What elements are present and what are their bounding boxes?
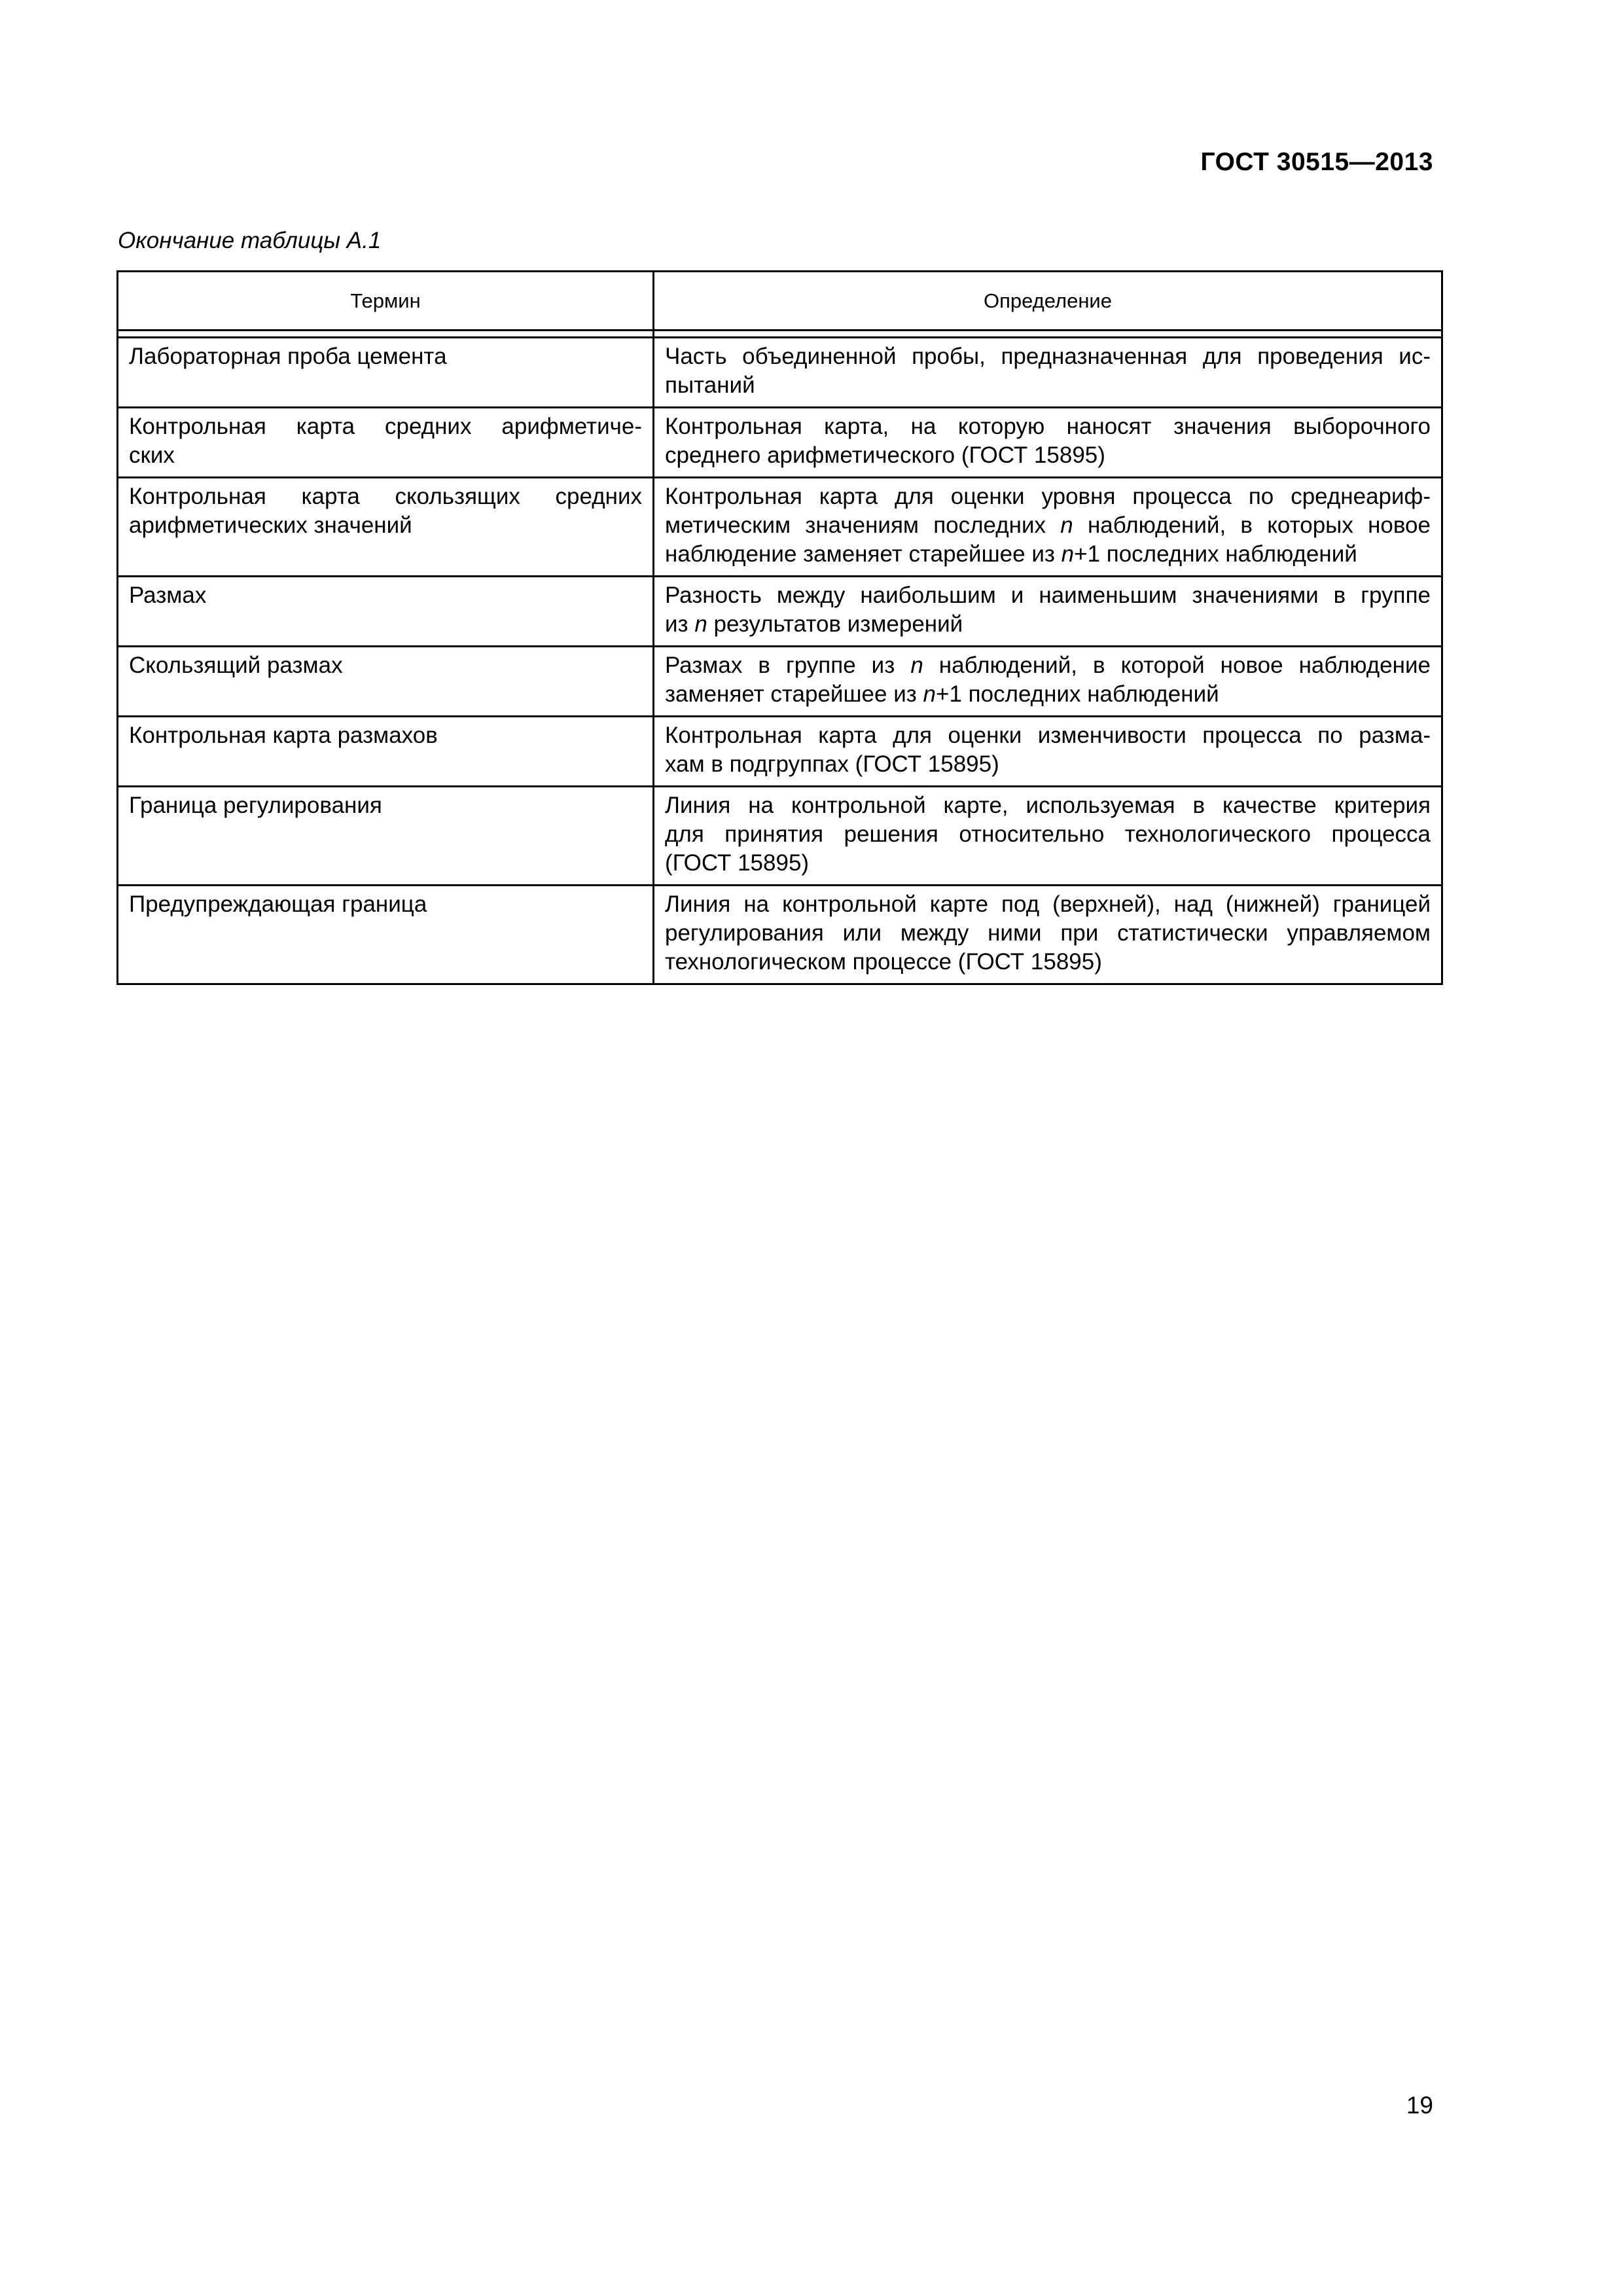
table-row bbox=[118, 478, 1442, 577]
definition-line: Контрольная карта для оценки изменчивости процесса по разма- bbox=[665, 723, 1431, 748]
term-cell bbox=[118, 577, 654, 647]
table-row bbox=[118, 787, 1442, 886]
term-line: Граница регулирования bbox=[129, 793, 382, 818]
definition-line: Разность между наибольшим и наименьшим значениями в группе bbox=[665, 583, 1431, 608]
term-line: Контрольная карта размахов bbox=[129, 723, 438, 748]
table-caption: Окончание таблицы А.1 bbox=[118, 228, 382, 253]
term-line: арифметических значений bbox=[129, 512, 412, 538]
terms-table-container bbox=[116, 270, 1441, 985]
table-row bbox=[118, 717, 1442, 787]
definition-line: из n результатов измерений bbox=[665, 611, 963, 637]
term-line: Предупреждающая граница bbox=[129, 891, 427, 917]
definition-line: заменяет старейшее из n+1 последних наблюдений bbox=[665, 681, 1219, 707]
term-cell bbox=[118, 647, 654, 717]
definition-line: среднего арифметического (ГОСТ 15895) bbox=[665, 442, 1105, 468]
column-header-definition: Определение bbox=[654, 272, 1442, 331]
definition-line: Линия на контрольной карте, используемая в качестве критерия bbox=[665, 793, 1431, 818]
table-row bbox=[118, 408, 1442, 478]
table-header-row bbox=[118, 272, 1442, 331]
column-header-term: Термин bbox=[118, 272, 654, 331]
term-line: Скользящий размах bbox=[129, 653, 343, 678]
term-cell bbox=[118, 787, 654, 886]
definition-line: хам в подгруппах (ГОСТ 15895) bbox=[665, 751, 999, 777]
definition-line: Контрольная карта для оценки уровня процесса по среднеариф- bbox=[665, 484, 1431, 509]
term-line: Размах bbox=[129, 583, 207, 608]
definition-cell bbox=[654, 478, 1442, 577]
definition-line: технологическом процессе (ГОСТ 15895) bbox=[665, 949, 1102, 975]
table-row bbox=[118, 886, 1442, 984]
term-cell bbox=[118, 717, 654, 787]
definition-cell bbox=[654, 408, 1442, 478]
definition-cell bbox=[654, 647, 1442, 717]
table-row bbox=[118, 338, 1442, 408]
table-row bbox=[118, 577, 1442, 647]
term-cell bbox=[118, 408, 654, 478]
header-separator bbox=[118, 331, 1442, 338]
table-row bbox=[118, 647, 1442, 717]
definition-line: для принятия решения относительно технологического процесса bbox=[665, 821, 1431, 847]
term-line: Контрольная карта скользящих средних bbox=[129, 484, 642, 509]
definition-cell bbox=[654, 787, 1442, 886]
definition-line: наблюдение заменяет старейшее из n+1 последних наблюдений bbox=[665, 541, 1357, 567]
definition-cell bbox=[654, 338, 1442, 408]
definition-line: пытаний bbox=[665, 372, 755, 398]
term-cell bbox=[118, 338, 654, 408]
definition-line: Размах в группе из n наблюдений, в которой новое наблюдение bbox=[665, 653, 1431, 678]
term-line: Лабораторная проба цемента bbox=[129, 344, 447, 369]
term-line: Контрольная карта средних арифметиче- bbox=[129, 414, 642, 439]
definition-line: Контрольная карта, на которую наносят значения выборочного bbox=[665, 414, 1431, 439]
definition-cell bbox=[654, 577, 1442, 647]
document-designation: ГОСТ 30515—2013 bbox=[1200, 148, 1433, 176]
term-cell bbox=[118, 886, 654, 984]
page-number: 19 bbox=[1406, 2092, 1433, 2119]
definition-line: (ГОСТ 15895) bbox=[665, 850, 810, 876]
term-cell bbox=[118, 478, 654, 577]
definition-cell bbox=[654, 717, 1442, 787]
definition-line: метическим значениям последних n наблюдений, в которых новое bbox=[665, 512, 1431, 538]
definition-line: регулирования или между ними при статистически управляемом bbox=[665, 920, 1431, 946]
definition-line: Часть объединенной пробы, предназначенная для проведения ис- bbox=[665, 344, 1431, 369]
definition-line: Линия на контрольной карте под (верхней), над (нижней) границей bbox=[665, 891, 1431, 917]
term-line: ских bbox=[129, 442, 175, 468]
definition-cell bbox=[654, 886, 1442, 984]
terms-table bbox=[116, 270, 1443, 985]
